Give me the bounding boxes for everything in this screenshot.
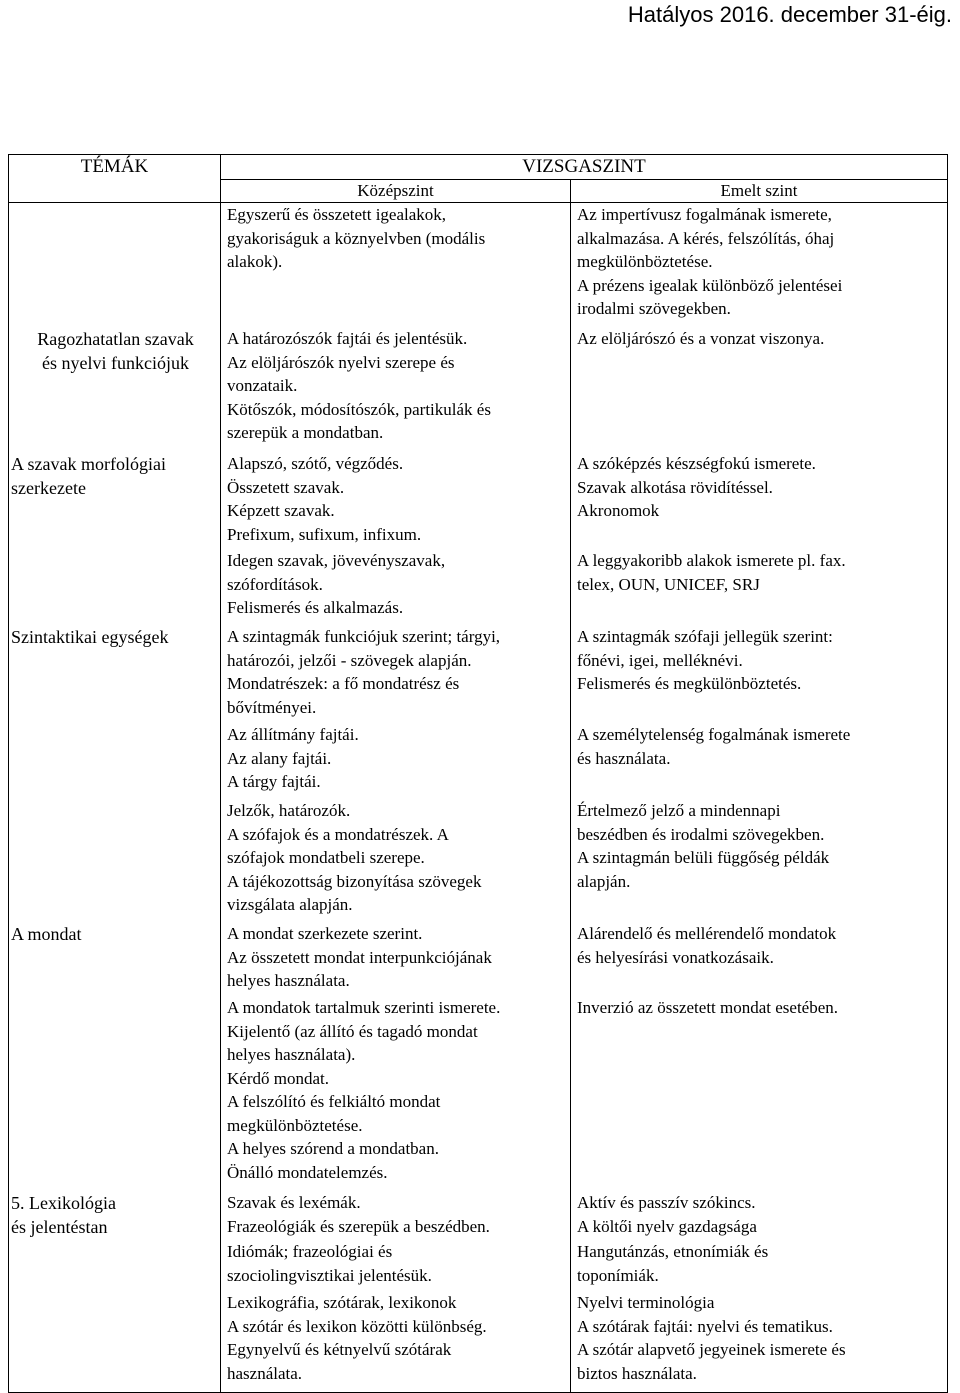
topic-1 — [15, 327, 216, 375]
mid-entry-line: Összetett szavak. — [227, 477, 345, 497]
high-entry-line: A prézens igealak különböző jelentései — [577, 275, 843, 295]
topic-2 — [11, 452, 216, 500]
mid-entry-line: Az elöljárószók nyelvi szerepe és — [227, 352, 455, 372]
topic-3 — [11, 625, 216, 649]
mid-entry-line: használata. — [227, 1363, 303, 1383]
mid-entry-line: Önálló mondatelemzés. — [227, 1162, 388, 1182]
topic-line: Szintaktikai egységek — [11, 627, 169, 647]
high-entry-line: Akronomok — [577, 501, 660, 520]
high-entry-line: megkülönböztetése. — [577, 252, 713, 271]
mid-level-list — [221, 203, 570, 1392]
high-entry-line: Aktív és passzív szókincs. — [577, 1193, 756, 1212]
mid-entry-line: Alapszó, szótő, végződés. — [227, 454, 404, 473]
high-entry-10 — [577, 1191, 941, 1238]
high-entry-5 — [577, 625, 941, 696]
high-entry-3 — [577, 452, 941, 523]
topics-list — [9, 203, 220, 1392]
high-entry-line: A személytelenség fogalmának ismerete — [577, 725, 851, 744]
mid-entry-8 — [227, 922, 564, 993]
high-level-list — [571, 203, 947, 1392]
high-entry-line: Hangutánzás, etnonímiák és — [577, 1242, 769, 1261]
mid-entry-line: szófajok mondatbeli szerepe. — [227, 848, 425, 867]
high-level-column — [571, 203, 948, 1393]
topics-column — [9, 203, 221, 1393]
high-entry-line: és használata. — [577, 748, 671, 768]
mid-entry-line: Prefixum, sufixum, infixum. — [227, 524, 422, 544]
high-entry-line: A leggyakoribb alakok ismerete pl. fax. — [577, 551, 846, 570]
mid-entry-line: A felszólító és felkiáltó mondat — [227, 1092, 441, 1111]
mid-entry-line: Kijelentő (az állító és tagadó mondat — [227, 1021, 478, 1041]
high-level-header-label: Emelt szint — [720, 181, 798, 200]
mid-entry-line: A helyes szórend a mondatban. — [227, 1139, 439, 1158]
high-entry-line: Az impertívusz fogalmának ismerete, — [577, 205, 832, 224]
mid-entry-line: Képzett szavak. — [227, 501, 335, 520]
mid-entry-line: szófordítások. — [227, 574, 323, 594]
mid-entry-4 — [227, 549, 564, 620]
high-entry-line: alapján. — [577, 871, 631, 891]
mid-entry-line: A tárgy fajtái. — [227, 772, 321, 791]
mid-entry-line: Kérdő mondat. — [227, 1068, 329, 1088]
exam-level-header — [221, 155, 948, 180]
high-entry-line: Nyelvi terminológia — [577, 1293, 715, 1312]
mid-entry-line: Az alany fajtái. — [227, 748, 332, 768]
high-entry-line: irodalmi szövegekben. — [577, 299, 731, 318]
mid-entry-2 — [227, 327, 564, 445]
mid-entry-line: A szótár és lexikon közötti különbség. — [227, 1316, 487, 1336]
mid-entry-7 — [227, 799, 564, 917]
mid-entry-line: Idiómák; frazeológiai és — [227, 1242, 393, 1261]
mid-entry-line: A mondatok tartalmuk szerinti ismerete. — [227, 998, 501, 1017]
mid-entry-5 — [227, 625, 564, 719]
high-entry-11 — [577, 1240, 941, 1287]
high-entry-1 — [577, 203, 941, 321]
high-entry-7 — [577, 799, 941, 893]
high-level-header — [571, 180, 948, 203]
mid-level-header — [221, 180, 571, 203]
topic-line: Ragozhatatlan szavak — [37, 329, 194, 349]
high-entry-line: Felismerés és megkülönböztetés. — [577, 674, 802, 693]
mid-entry-line: A szintagmák funkciójuk szerint; tárgyi, — [227, 627, 501, 646]
high-entry-line: A szóképzés készségfokú ismerete. — [577, 454, 816, 473]
high-entry-line: telex, OUN, UNICEF, SRJ — [577, 574, 760, 594]
high-entry-6 — [577, 723, 941, 770]
validity-note: Hatályos 2016. december 31-éig. — [627, 2, 952, 27]
high-entry-line: A szintagmán belüli függőség példák — [577, 848, 830, 867]
high-entry-line: alkalmazása. A kérés, felszólítás, óhaj — [577, 228, 835, 248]
mid-entry-line: vizsgálata alapján. — [227, 895, 353, 914]
topic-line: szerkezete — [11, 478, 86, 498]
mid-entry-1 — [227, 203, 564, 274]
mid-entry-line: Kötőszók, módosítószók, partikulák és — [227, 399, 491, 419]
high-entry-line: és helyesírási vonatkozásaik. — [577, 947, 774, 967]
topic-4 — [11, 922, 216, 946]
mid-entry-line: szerepük a mondatban. — [227, 423, 384, 442]
high-entry-line: A szótár alapvető jegyeinek ismerete és — [577, 1340, 846, 1359]
high-entry-8 — [577, 922, 941, 969]
high-entry-line: A költői nyelv gazdagsága — [577, 1216, 757, 1236]
curriculum-table — [8, 154, 948, 1393]
mid-entry-line: helyes használata). — [227, 1045, 356, 1064]
mid-entry-line: Egyszerű és összetett igealakok, — [227, 205, 447, 224]
topic-line: és nyelvi funkciójuk — [42, 353, 189, 373]
mid-entry-line: gyakoriságuk a köznyelvben (modális — [227, 228, 486, 248]
high-entry-line: Szavak alkotása rövidítéssel. — [577, 477, 773, 497]
mid-level-header-label: Középszint — [357, 181, 434, 200]
mid-entry-line: megkülönböztetése. — [227, 1115, 363, 1135]
high-entry-line: Értelmező jelző a mindennapi — [577, 801, 781, 820]
mid-entry-line: Az állítmány fajtái. — [227, 725, 359, 744]
exam-level-header-label: VIZSGASZINT — [522, 156, 646, 177]
topic-line: A szavak morfológiai — [11, 454, 166, 474]
mid-entry-line: Felismerés és alkalmazás. — [227, 598, 404, 617]
mid-entry-line: helyes használata. — [227, 971, 350, 990]
high-entry-line: főnévi, igei, melléknévi. — [577, 650, 743, 670]
mid-entry-line: Mondatrészek: a fő mondatrész és — [227, 674, 460, 693]
mid-level-column — [221, 203, 571, 1393]
topic-line: 5. Lexikológia — [11, 1193, 116, 1213]
mid-entry-line: alakok). — [227, 252, 283, 271]
mid-entry-line: vonzataik. — [227, 376, 298, 395]
mid-entry-line: Frazeológiák és szerepük a beszédben. — [227, 1216, 490, 1236]
topic-line: és jelentéstan — [11, 1217, 108, 1237]
mid-entry-10 — [227, 1191, 564, 1238]
mid-entry-12 — [227, 1291, 564, 1385]
high-entry-2 — [577, 327, 941, 351]
high-entry-9 — [577, 996, 941, 1020]
mid-entry-line: Idegen szavak, jövevényszavak, — [227, 551, 446, 570]
high-entry-line: toponímiák. — [577, 1265, 659, 1285]
mid-entry-3 — [227, 452, 564, 546]
mid-entry-line: A határozószók fajtái és jelentésük. — [227, 329, 468, 348]
mid-entry-line: A szófajok és a mondatrészek. A — [227, 824, 449, 844]
topic-5 — [11, 1191, 216, 1239]
mid-entry-line: Az összetett mondat interpunkciójának — [227, 947, 492, 967]
topic-line: A mondat — [11, 924, 82, 944]
high-entry-12 — [577, 1291, 941, 1385]
mid-entry-line: A tájékozottság bizonyítása szövegek — [227, 871, 482, 891]
mid-entry-line: Lexikográfia, szótárak, lexikonok — [227, 1293, 457, 1312]
topics-header-label: TÉMÁK — [80, 156, 149, 177]
topics-header — [9, 155, 221, 203]
high-entry-line: Inverzió az összetett mondat esetében. — [577, 998, 839, 1017]
mid-entry-line: Egynyelvű és kétnyelvű szótárak — [227, 1340, 452, 1359]
mid-entry-line: Szavak és lexémák. — [227, 1193, 361, 1212]
high-entry-line: beszédben és irodalmi szövegekben. — [577, 824, 825, 844]
high-entry-line: Alárendelő és mellérendelő mondatok — [577, 924, 837, 943]
mid-entry-9 — [227, 996, 564, 1184]
high-entry-line: biztos használata. — [577, 1363, 697, 1383]
mid-entry-6 — [227, 723, 564, 794]
high-entry-line: A szótárak fajtái: nyelvi és tematikus. — [577, 1316, 833, 1336]
mid-entry-line: Jelzők, határozók. — [227, 801, 351, 820]
high-entry-line: Az elöljárószó és a vonzat viszonya. — [577, 329, 825, 348]
mid-entry-line: határozói, jelzői - szövegek alapján. — [227, 650, 472, 670]
high-entry-line: A szintagmák szófaji jellegük szerint: — [577, 627, 833, 646]
high-entry-4 — [577, 549, 941, 596]
mid-entry-line: szociolingvisztikai jelentésük. — [227, 1265, 432, 1285]
mid-entry-line: bővítményei. — [227, 697, 317, 717]
mid-entry-11 — [227, 1240, 564, 1287]
mid-entry-line: A mondat szerkezete szerint. — [227, 924, 423, 943]
